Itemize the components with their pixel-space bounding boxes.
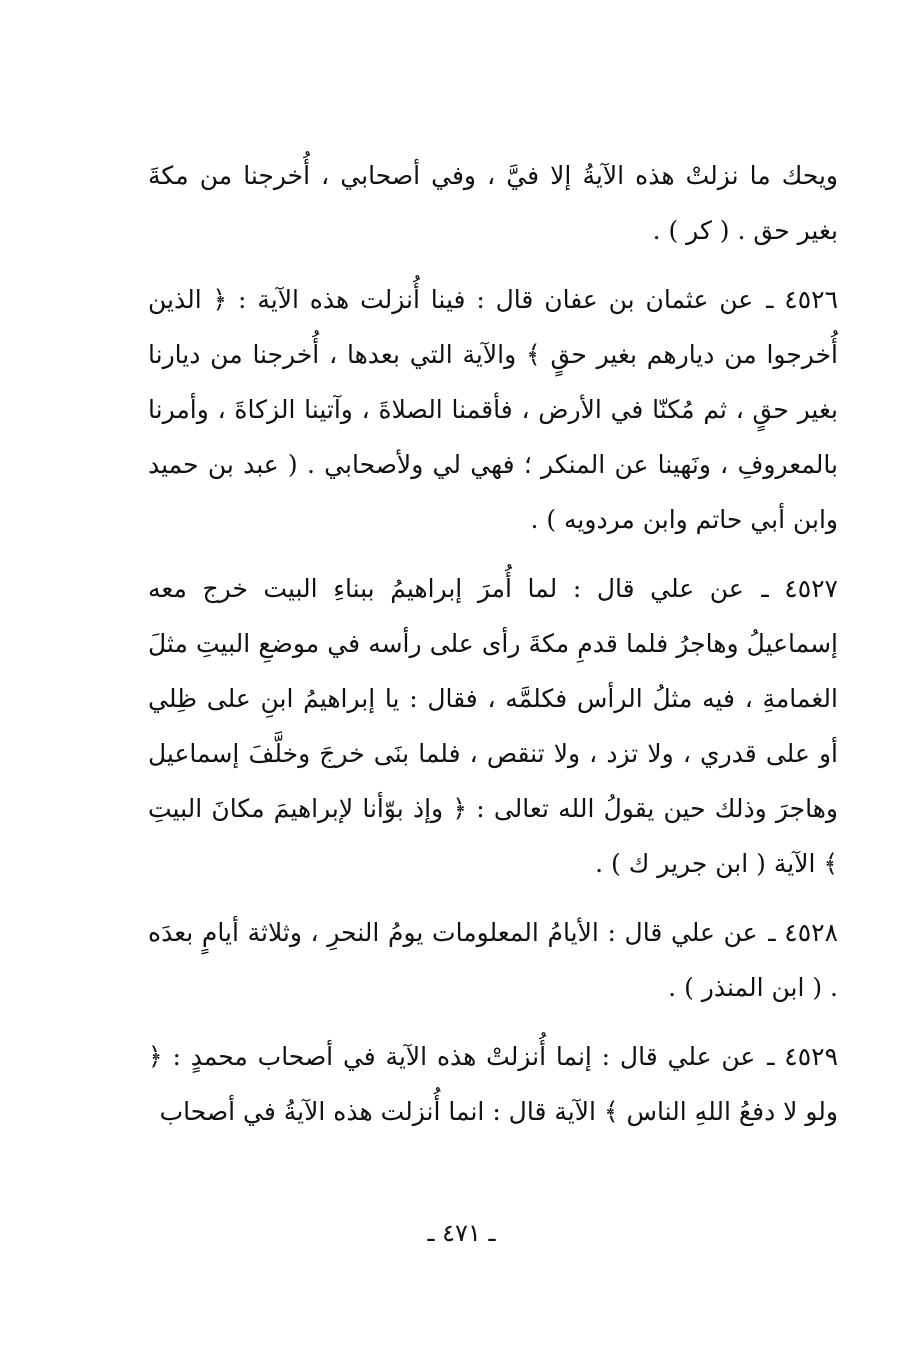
hadith-number: ٤٥٢٧ ـ [761,574,838,603]
paragraph-continuation [148,148,838,258]
hadith-4527 [148,561,838,891]
page-number: ـ ٤٧١ ـ [427,1219,496,1247]
paragraph-text: ويحك ما نزلتْ هذه الآيةُ إلا فيَّ ، وفي أصحابي ، أُخرجنا من مكةَ بغير حق . ( كر ) . [148,161,838,245]
hadith-4528 [148,905,838,1015]
hadith-number: ٤٥٢٩ ـ [767,1042,838,1071]
paragraph-text: عن عثمان بن عفان قال : فينا أُنزلت هذه الآية : ﴿ الذين أُخرجوا من ديارهم بغير حقٍ ﴾ والآية التي بعدها ، أُخرجنا من ديارنا بغير حقٍ ، ثم مُكنّا في الأرض ، فأقمنا الصلاةَ ، وآتينا الزكاةَ ، وأمرنا بالمعروفِ ، ونَهينا عن المنكر ؛ فهي لي ولأصحابي . ( عبد بن حميد وابن أبي حاتم وابن مردويه ) . [148,285,838,534]
hadith-4529 [148,1029,838,1139]
paragraph-text: عن علي قال : إنما أُنزلتْ هذه الآية في أصحاب محمدٍ : ﴿ ولو لا دفعُ اللهِ الناس ﴾ الآية قال : انما أُنزلت هذه الآيةُ في أصحاب [148,1042,838,1126]
hadith-number: ٤٥٢٨ ـ [768,918,838,947]
hadith-4526 [148,272,838,547]
paragraph-text: عن علي قال : لما أُمرَ إبراهيمُ ببناءِ البيت خرج معه إسماعيلُ وهاجرُ فلما قدمِ مكةَ رأى على رأسه في موضعِ البيتِ مثلَ الغمامةِ ، فيه مثلُ الرأس فكلمَّه ، فقال : يا إبراهيمُ ابنِ على ظِلي أو على قدري ، ولا تزد ، ولا تنقص ، فلما بنَى خرجَ وخلَّفَ إسماعيل وهاجرَ وذلك حين يقولُ الله تعالى : ﴿ وإذ بوّأنا لإبراهيمَ مكانَ البيتِ ﴾ الآية ( ابن جرير ك ) . [148,574,838,878]
paragraph-text: عن علي قال : الأيامُ المعلومات يومُ النحرِ ، وثلاثة أيامٍ بعدَه . ( ابن المنذر ) . [148,918,838,1002]
page-body [148,148,838,1153]
hadith-number: ٤٥٢٦ ـ [766,285,838,314]
